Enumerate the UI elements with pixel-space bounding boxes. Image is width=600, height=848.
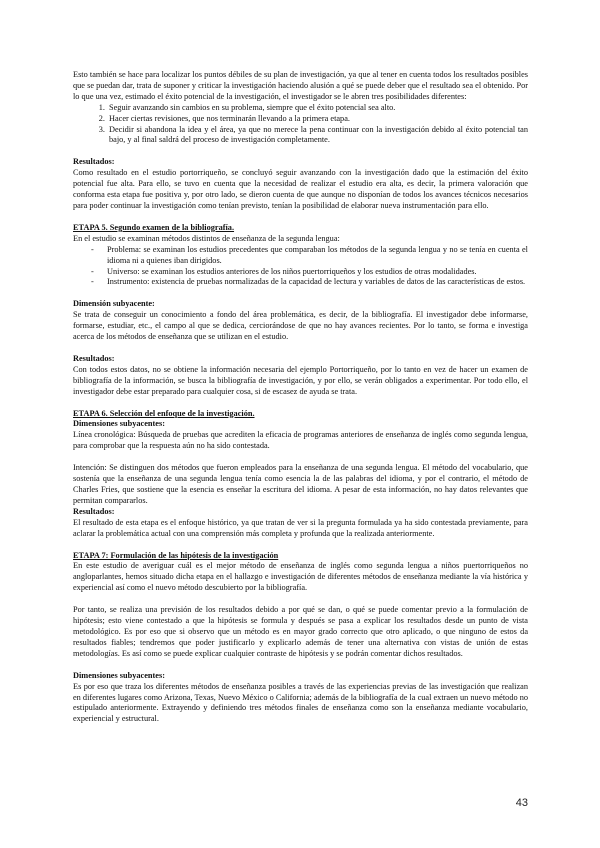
etapa5-dimension-heading: Dimensión subyacente:	[73, 299, 155, 309]
intro-paragraph: Esto también se hace para localizar los puntos débiles de su plan de investigación, ya que al tener en cuenta todos los resultados posibles que se puedan dar, trata de suponer y criticar la investigación haciendo alusión a qué se puede deber que el resultado sea el obtenido. Por lo que una vez, estimado el éxito potencial de la investigación, el investigador se le abren tres posibilidades diferentes:	[73, 70, 528, 101]
possibility-item: 1. Seguir avanzando sin cambios en su problema, siempre que el éxito potencial sea alto.	[107, 103, 528, 114]
etapa5-item: - Universo: se examinan los estudios anteriores de los niños puertorriqueños y los estudios de otras modalidades.	[73, 267, 528, 278]
etapa5-intro: En el estudio se examinan métodos distintos de enseñanza de la segunda lengua:	[73, 233, 340, 243]
etapa6-heading: ETAPA 6. Selección del enfoque de la investigación.	[73, 408, 255, 418]
etapa6-results-heading: Resultados:	[73, 506, 115, 516]
etapa6-results-paragraph: El resultado de esta etapa es el enfoque histórico, ya que tratan de ver si la pregunta formulada ya ha sido contestada previamente, para aclarar la problemática actual con una comprensión más completa y profunda que la realizada anteriormente.	[73, 517, 528, 538]
etapa5-dimension-paragraph: Se trata de conseguir un conocimiento a fondo del área problemática, es decir, de la bibliografía. El investigador debe informarse, formarse, estudiar, etc., el campo al que se dedica, cerciorándose de que no hay avances recientes. Por lo tanto, se forma e investiga acerca de los métodos de enseñanza que se utilizan en el estudio.	[73, 310, 528, 342]
etapa7-paragraph-2: Por tanto, se realiza una previsión de los resultados debido a por qué se dan, o qué se puede comentar previo a la formulación de hipótesis; esto viene contestado a que la hipótesis se formula y después se pasa a explicar los resultados desde un punto de vista metodológico. Es por eso que si observo que un método es en mayor grado correcto que otro aplicado, o que ninguno de estos da resultados fiables; tendremos que poder justificarlo y explicarlo además de tener una alternativa con vistas de unión de estas metodologías. Es así como se puede explicar cualquier contraste de hipótesis y se podrán comentar dichos resultados.	[73, 605, 528, 658]
etapa5-list	[73, 245, 528, 289]
etapa6-dimension-heading: Dimensiones subyacentes:	[73, 419, 165, 429]
possibility-item: 3. Decidir si abandona la idea y el área, ya que no merece la pena continuar con la investigación debido al éxito potencial tan bajo, y al final saldrá del proceso de investigación completamente.	[107, 125, 528, 147]
etapa5-results-paragraph: Con todos estos datos, no se obtiene la información necesaria del ejemplo Portorriqueño, por lo tanto en vez de hacer un examen de bibliografía de la información, se busca la bibliografía de investigación, y por ello, se verán obligados a experimentar. Por todo ello, el investigador debe estar preparado para cualquier cosa, si de escasez de ayuda se trata.	[73, 364, 528, 396]
etapa5-heading: ETAPA 5. Segundo examen de la bibliografía.	[73, 222, 235, 232]
possibilities-list	[73, 103, 528, 147]
etapa7-dimension-paragraph: Es por eso que traza los diferentes métodos de enseñanza posibles a través de las experiencias previas de las investigación que realizan en diferentes lugares como Arizona, Texas, Nuevo México o California; además de la bibliografía de la cual extraen un nuevo método no estipulado anteriormente. Extrayendo y definiendo tres métodos finales de enseñanza como son la enseñanza mediante vocabulario, experiencial y estructural.	[73, 681, 528, 724]
page-number: 43	[515, 797, 528, 809]
etapa6-paragraph-1: Línea cronológica: Búsqueda de pruebas que acrediten la eficacia de programas anteriores de enseñanza de inglés como segunda lengua, para comprobar que la respuesta aún no ha sido contestada.	[73, 430, 528, 451]
etapa5-item: - Instrumento: existencia de pruebas normalizadas de la capacidad de lectura y variables de datos de las características de estos.	[73, 277, 528, 288]
etapa5-item: - Problema: se examinan los estudios precedentes que comparaban los métodos de la segunda lengua y no se tenía en cuenta el idioma ni a quienes iban dirigidos.	[73, 245, 528, 267]
etapa5-results-heading: Resultados:	[73, 353, 115, 363]
etapa7-paragraph-1: En este estudio de averiguar cuál es el mejor método de enseñanza de inglés como segunda lengua a niños puertorriqueños no angloparlantes, hemos situado dicha etapa en el hallazgo e investigación de diferentes métodos de enseñanza mediante la vía histórica y experiencial así como el nuevo método descubierto por la bibliografía.	[73, 561, 528, 593]
etapa6-paragraph-2: Intención: Se distinguen dos métodos que fueron empleados para la enseñanza de una segunda lengua. El método del vocabulario, que sostenía que la enseñanza de una segunda lengua tenía como esencia la de las palabras del idioma, y por el contrario, el método de Charles Fries, que sostiene que la esencia es enseñar la escritura del idioma. A pesar de esta información, no hay datos relevantes que permitan compararlos.	[73, 463, 528, 505]
results-heading: Resultados:	[73, 157, 115, 167]
etapa7-dimension-heading: Dimensiones subyacentes:	[73, 670, 165, 680]
document-page	[73, 70, 528, 725]
etapa7-heading: ETAPA 7: Formulación de las hipótesis de la investigación	[73, 550, 279, 560]
results-paragraph: Como resultado en el estudio portorriqueño, se concluyó seguir avanzando con la investigación dado que la estimación del éxito potencial fue alta. Para ello, se tuvo en cuenta que la necesidad de realizar el estudio era alta, es decir, la primera valoración que conforma esta etapa fue positiva y, por otro lado, se dieron cuenta de que aunque no disponían de todos los avances técnicos necesarios para poder continuar la investigación como tenían previsto, tenían la posibilidad de elaborar nueva instrumentación para ello.	[73, 168, 528, 210]
possibility-item: 2. Hacer ciertas revisiones, que nos terminarán llevando a la primera etapa.	[107, 114, 528, 125]
